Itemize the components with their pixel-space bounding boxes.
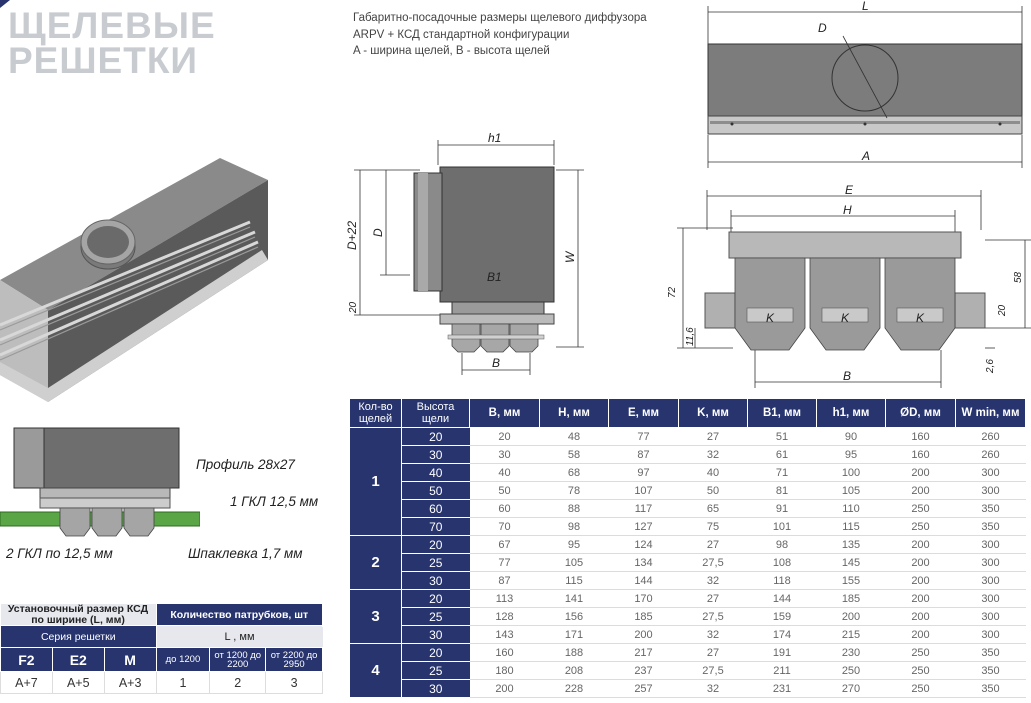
slot-count-cell: 1 xyxy=(350,428,402,536)
table-cell: 217 xyxy=(609,644,679,662)
table-cell: 200 xyxy=(886,608,956,626)
table-cell: 115 xyxy=(817,518,886,536)
table-header-row xyxy=(350,399,1026,428)
table-cell: 27,5 xyxy=(679,662,748,680)
table-cell: 87 xyxy=(609,446,679,464)
table-cell: 143 xyxy=(470,626,540,644)
table-cell: 98 xyxy=(540,518,609,536)
header-b: B, мм xyxy=(470,399,540,428)
table-cell: 171 xyxy=(540,626,609,644)
product-3d-illustration xyxy=(0,150,280,410)
table-cell: 200 xyxy=(886,482,956,500)
table-cell: 191 xyxy=(748,644,817,662)
header-b1: B1, мм xyxy=(748,399,817,428)
slot-height-cell: 25 xyxy=(402,662,470,680)
table-cell: 32 xyxy=(679,680,748,698)
slot-height-cell: 40 xyxy=(402,464,470,482)
table-cell: 60 xyxy=(470,500,540,518)
table-cell: 350 xyxy=(956,518,1026,536)
table-cell: 81 xyxy=(748,482,817,500)
slot-count-cell: 3 xyxy=(350,590,402,644)
table-cell: 160 xyxy=(886,428,956,446)
table-cell: 32 xyxy=(679,626,748,644)
table-row xyxy=(350,680,1026,698)
table-cell: 50 xyxy=(470,482,540,500)
series-e2-value: A+5 xyxy=(52,672,104,694)
series-f2: F2 xyxy=(1,648,53,672)
dim-w-label: W xyxy=(563,251,577,263)
table-cell: 200 xyxy=(817,608,886,626)
side-view-drawing xyxy=(340,125,590,375)
size-table-series-header: Серия решетки xyxy=(1,626,157,648)
table-cell: 107 xyxy=(609,482,679,500)
table-cell: 65 xyxy=(679,500,748,518)
series-m-value: A+3 xyxy=(104,672,156,694)
table-cell: 228 xyxy=(540,680,609,698)
dim-k-label-3: K xyxy=(916,311,925,325)
slot-height-cell: 20 xyxy=(402,536,470,554)
table-cell: 127 xyxy=(609,518,679,536)
table-cell: 67 xyxy=(470,536,540,554)
table-cell: 159 xyxy=(748,608,817,626)
table-row xyxy=(350,572,1026,590)
table-cell: 87 xyxy=(470,572,540,590)
table-cell: 27,5 xyxy=(679,608,748,626)
table-cell: 110 xyxy=(817,500,886,518)
profile-label: Профиль 28x27 xyxy=(196,457,295,472)
table-cell: 300 xyxy=(956,536,1026,554)
dim-72-label: 72 xyxy=(667,286,678,298)
table-cell: 200 xyxy=(886,464,956,482)
slot-height-cell: 20 xyxy=(402,428,470,446)
count-1-value: 1 xyxy=(156,672,210,694)
table-cell: 155 xyxy=(817,572,886,590)
table-cell: 300 xyxy=(956,464,1026,482)
dim-b1-label: B1 xyxy=(487,270,502,284)
dim-a-label: A xyxy=(862,149,871,163)
slot-height-cell: 30 xyxy=(402,446,470,464)
table-cell: 27,5 xyxy=(679,554,748,572)
table-cell: 250 xyxy=(886,518,956,536)
table-cell: 160 xyxy=(886,446,956,464)
table-cell: 40 xyxy=(470,464,540,482)
table-cell: 200 xyxy=(886,590,956,608)
description-line-2: ARPV + КСД стандартной конфигурации xyxy=(353,28,570,41)
table-cell: 257 xyxy=(609,680,679,698)
table-cell: 71 xyxy=(748,464,817,482)
table-cell: 100 xyxy=(817,464,886,482)
table-cell: 350 xyxy=(956,662,1026,680)
slot-height-cell: 30 xyxy=(402,572,470,590)
dim-k-label-2: K xyxy=(841,311,850,325)
slot-height-cell: 25 xyxy=(402,608,470,626)
table-row xyxy=(350,446,1026,464)
table-cell: 350 xyxy=(956,644,1026,662)
table-row xyxy=(350,500,1026,518)
dimensions-table-body xyxy=(350,428,1026,698)
dim-d-label: D xyxy=(371,228,385,237)
slot-count-cell: 4 xyxy=(350,644,402,698)
header-slot-count: Кол-во щелей xyxy=(350,399,402,428)
table-cell: 208 xyxy=(540,662,609,680)
installation-diagram xyxy=(0,422,200,554)
dim-116-label: 11,6 xyxy=(685,327,696,346)
header-slot-height: Высота щели xyxy=(402,399,470,428)
table-cell: 200 xyxy=(886,626,956,644)
table-cell: 237 xyxy=(609,662,679,680)
table-row xyxy=(350,608,1026,626)
table-row xyxy=(350,626,1026,644)
size-table xyxy=(0,603,323,694)
table-cell: 350 xyxy=(956,680,1026,698)
table-cell: 68 xyxy=(540,464,609,482)
table-cell: 200 xyxy=(886,554,956,572)
dim-e-label: E xyxy=(845,183,854,197)
table-row xyxy=(350,482,1026,500)
table-cell: 95 xyxy=(817,446,886,464)
table-cell: 40 xyxy=(679,464,748,482)
table-cell: 300 xyxy=(956,608,1026,626)
table-cell: 145 xyxy=(817,554,886,572)
drawing-description xyxy=(353,10,647,60)
table-cell: 200 xyxy=(470,680,540,698)
table-cell: 105 xyxy=(817,482,886,500)
table-cell: 78 xyxy=(540,482,609,500)
gkl2-label: 2 ГКЛ по 12,5 мм xyxy=(6,546,113,561)
table-cell: 300 xyxy=(956,626,1026,644)
table-cell: 27 xyxy=(679,644,748,662)
table-cell: 105 xyxy=(540,554,609,572)
gkl1-label: 1 ГКЛ 12,5 мм xyxy=(230,494,319,509)
title-line-1: ЩЕЛЕВЫЕ xyxy=(8,5,216,46)
dim-d-front-label: D xyxy=(818,21,827,35)
table-cell: 185 xyxy=(817,590,886,608)
dim-d22-label: D+22 xyxy=(345,220,359,250)
dim-58-label: 58 xyxy=(1013,271,1024,283)
front-view-drawing xyxy=(700,0,1030,170)
size-table-install-header: Установочный размер КСД по ширине (L, мм) xyxy=(1,604,157,626)
table-cell: 188 xyxy=(540,644,609,662)
table-cell: 90 xyxy=(817,428,886,446)
table-cell: 185 xyxy=(609,608,679,626)
table-cell: 20 xyxy=(470,428,540,446)
slot-height-cell: 60 xyxy=(402,500,470,518)
table-row xyxy=(350,590,1026,608)
size-table-count-header: Количество патрубков, шт xyxy=(156,604,322,626)
header-h: H, мм xyxy=(540,399,609,428)
slot-height-cell: 70 xyxy=(402,518,470,536)
count-2-value: 2 xyxy=(210,672,266,694)
table-cell: 200 xyxy=(886,572,956,590)
table-cell: 75 xyxy=(679,518,748,536)
table-row xyxy=(350,464,1026,482)
table-cell: 115 xyxy=(540,572,609,590)
table-cell: 144 xyxy=(609,572,679,590)
table-cell: 231 xyxy=(748,680,817,698)
series-e2: E2 xyxy=(52,648,104,672)
dim-l-label: L xyxy=(862,0,869,13)
header-d: ØD, мм xyxy=(886,399,956,428)
dim-20-section-label: 20 xyxy=(997,304,1008,316)
dim-b-section-label: B xyxy=(843,369,852,383)
slot-height-cell: 20 xyxy=(402,590,470,608)
table-cell: 70 xyxy=(470,518,540,536)
table-cell: 128 xyxy=(470,608,540,626)
range-3: от 2200 до 2950 xyxy=(266,648,323,672)
table-cell: 250 xyxy=(886,680,956,698)
table-cell: 27 xyxy=(679,590,748,608)
table-cell: 50 xyxy=(679,482,748,500)
slot-height-cell: 30 xyxy=(402,626,470,644)
table-cell: 250 xyxy=(886,662,956,680)
table-cell: 180 xyxy=(470,662,540,680)
table-cell: 48 xyxy=(540,428,609,446)
table-cell: 108 xyxy=(748,554,817,572)
table-cell: 77 xyxy=(470,554,540,572)
table-cell: 32 xyxy=(679,446,748,464)
table-cell: 160 xyxy=(470,644,540,662)
dim-h1-label: h1 xyxy=(488,131,502,145)
table-cell: 117 xyxy=(609,500,679,518)
table-cell: 230 xyxy=(817,644,886,662)
dim-20-label: 20 xyxy=(348,301,359,313)
table-cell: 58 xyxy=(540,446,609,464)
table-cell: 95 xyxy=(540,536,609,554)
table-cell: 260 xyxy=(956,428,1026,446)
table-cell: 113 xyxy=(470,590,540,608)
description-line-3: A - ширина щелей, B - высота щелей xyxy=(353,45,550,57)
table-row xyxy=(350,428,1026,446)
dim-k-label-1: K xyxy=(766,311,775,325)
table-cell: 91 xyxy=(748,500,817,518)
table-cell: 124 xyxy=(609,536,679,554)
size-table-l-header: L , мм xyxy=(156,626,322,648)
dim-b-label: B xyxy=(492,356,501,370)
table-cell: 144 xyxy=(748,590,817,608)
header-k: K, мм xyxy=(679,399,748,428)
table-cell: 250 xyxy=(886,644,956,662)
table-cell: 27 xyxy=(679,428,748,446)
table-cell: 98 xyxy=(748,536,817,554)
table-cell: 250 xyxy=(886,500,956,518)
description-line-1: Габаритно-посадочные размеры щелевого диффузора xyxy=(353,12,647,24)
table-cell: 51 xyxy=(748,428,817,446)
table-cell: 30 xyxy=(470,446,540,464)
dimensions-table xyxy=(349,398,1026,698)
dim-26-label: 2,6 xyxy=(985,359,996,373)
slot-height-cell: 25 xyxy=(402,554,470,572)
table-cell: 77 xyxy=(609,428,679,446)
slot-height-cell: 30 xyxy=(402,680,470,698)
table-row xyxy=(350,518,1026,536)
table-row xyxy=(350,554,1026,572)
slot-count-cell: 2 xyxy=(350,536,402,590)
table-cell: 200 xyxy=(886,536,956,554)
table-cell: 101 xyxy=(748,518,817,536)
table-cell: 300 xyxy=(956,590,1026,608)
table-cell: 211 xyxy=(748,662,817,680)
header-e: E, мм xyxy=(609,399,679,428)
table-cell: 32 xyxy=(679,572,748,590)
slot-height-cell: 50 xyxy=(402,482,470,500)
dim-h-label: H xyxy=(843,203,852,217)
range-2: от 1200 до 2200 xyxy=(210,648,266,672)
header-h1: h1, мм xyxy=(817,399,886,428)
table-cell: 97 xyxy=(609,464,679,482)
count-3-value: 3 xyxy=(266,672,323,694)
table-cell: 135 xyxy=(817,536,886,554)
title-line-2: РЕШЕТКИ xyxy=(8,40,198,81)
table-row xyxy=(350,536,1026,554)
page-title xyxy=(8,5,216,81)
table-cell: 118 xyxy=(748,572,817,590)
series-f2-value: A+7 xyxy=(1,672,53,694)
table-cell: 260 xyxy=(956,446,1026,464)
table-cell: 61 xyxy=(748,446,817,464)
table-cell: 300 xyxy=(956,572,1026,590)
table-cell: 156 xyxy=(540,608,609,626)
table-cell: 300 xyxy=(956,482,1026,500)
slot-height-cell: 20 xyxy=(402,644,470,662)
series-m: M xyxy=(104,648,156,672)
table-cell: 27 xyxy=(679,536,748,554)
table-cell: 270 xyxy=(817,680,886,698)
table-cell: 174 xyxy=(748,626,817,644)
table-cell: 88 xyxy=(540,500,609,518)
table-cell: 200 xyxy=(609,626,679,644)
table-cell: 350 xyxy=(956,500,1026,518)
header-wmin: W min, мм xyxy=(956,399,1026,428)
table-cell: 250 xyxy=(817,662,886,680)
table-row xyxy=(350,644,1026,662)
section-view-drawing xyxy=(665,180,1031,390)
table-row xyxy=(350,662,1026,680)
table-cell: 215 xyxy=(817,626,886,644)
table-cell: 141 xyxy=(540,590,609,608)
table-cell: 300 xyxy=(956,554,1026,572)
table-cell: 134 xyxy=(609,554,679,572)
table-cell: 170 xyxy=(609,590,679,608)
range-1: до 1200 xyxy=(156,648,210,672)
putty-label: Шпаклевка 1,7 мм xyxy=(188,546,303,561)
